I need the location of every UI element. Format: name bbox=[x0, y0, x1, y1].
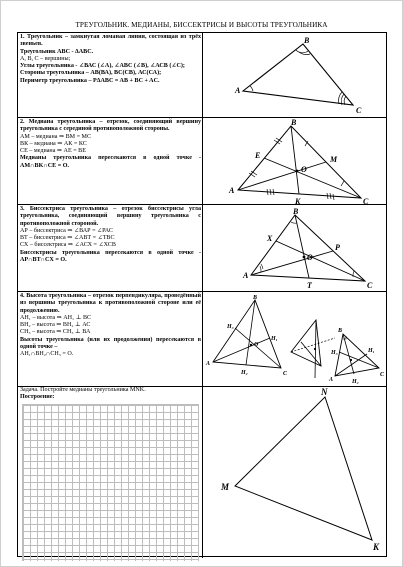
median-definition: 2. Медиана треугольника – отрезок, соединяющий вершину треугольника с серединой противоположной стороны. bbox=[20, 119, 201, 133]
altitude-ah1: АН₁ – высота ⇒ АН₁ ⊥ ВС bbox=[20, 314, 92, 321]
task-statement: Задача. Постройте медианы треугольника MNK. bbox=[20, 387, 146, 393]
median-vertex-b-label: B bbox=[291, 118, 297, 127]
median-am: АМ – медиана ⇒ ВМ = МС bbox=[20, 133, 92, 140]
median-vertex-a-label: A bbox=[229, 186, 235, 195]
altitude-ch3: СН₃ – высота ⇒ СН₃ ⊥ ВА bbox=[20, 329, 91, 336]
section-bisectors bbox=[18, 205, 386, 292]
median-bk: ВК – медиана ⇒ АК = КС bbox=[20, 140, 87, 147]
altitude-left-a-label: A bbox=[206, 361, 211, 367]
median-point-e-label: E bbox=[255, 151, 261, 160]
altitude-right-h3-label: H₃ bbox=[331, 350, 338, 356]
triangle-vertices: А, В, С – вершины; bbox=[20, 55, 71, 62]
bisector-intersection: Биссектрисы треугольника пересекаются в одной точке - AP∩BT∩CX = O. bbox=[20, 249, 201, 264]
section-bisectors-text bbox=[20, 206, 201, 264]
bisector-point-o-label: O bbox=[307, 253, 313, 262]
task-construction-label: Построение: bbox=[20, 394, 55, 401]
altitude-left-c-label: C bbox=[283, 371, 288, 377]
task-vertex-m-label: M bbox=[221, 482, 230, 492]
bisector-point-p-label: P bbox=[335, 243, 340, 252]
bisector-point-t-label: T bbox=[307, 281, 312, 290]
altitude-definition: 4. Высота треугольника – отрезок перпендикуляра, проведённый из вершины треугольника к противоположной стороне или её продолжению. bbox=[20, 293, 201, 314]
bisector-cx: СХ – биссектриса ⇒ ∠АСХ = ∠ХСВ bbox=[20, 242, 116, 249]
page-title: ТРЕУГОЛЬНИК. МЕДИАНЫ, БИССЕКТРИСЫ И ВЫСОТЫ ТРЕУГОЛЬНИКА bbox=[75, 21, 328, 29]
task-figure bbox=[203, 387, 388, 558]
altitude-left-h2-label: H₂ bbox=[241, 370, 248, 376]
median-intersection: Медианы треугольника пересекаются в одной точке - AM∩BK∩CE = O. bbox=[20, 155, 201, 169]
content-table bbox=[17, 32, 387, 557]
median-ce: СЕ – медиана ⇒ АЕ = ВЕ bbox=[20, 148, 86, 155]
median-vertex-c-label: C bbox=[363, 197, 369, 205]
section-altitudes bbox=[18, 292, 386, 387]
median-point-k-label: K bbox=[295, 197, 301, 205]
task-vertex-n-label: N bbox=[321, 387, 328, 397]
section-task bbox=[18, 387, 386, 558]
graph-paper-area[interactable] bbox=[22, 404, 199, 561]
median-point-m-label: M bbox=[330, 155, 338, 164]
section-medians bbox=[18, 118, 386, 205]
bisector-ap: АР – биссектриса ⇒ ∠ВАР = ∠РАС bbox=[20, 227, 113, 234]
altitude-left-b-label: B bbox=[253, 295, 258, 301]
altitudes-figure bbox=[203, 292, 388, 387]
bisector-bt: ВТ – биссектриса ⇒ ∠АВТ = ∠ТВС bbox=[20, 235, 115, 242]
triangle-figure bbox=[203, 33, 388, 118]
section-triangle-text bbox=[20, 34, 201, 85]
bisector-vertex-b-label: B bbox=[293, 207, 299, 216]
bisector-definition: 3. Биссектриса треугольника – отрезок биссектрисы угла треугольника, соединяющий вершину треугольника с противоположной стороной. bbox=[20, 206, 201, 227]
section-triangle bbox=[18, 33, 386, 118]
altitude-bh2: ВН₂ – высота ⇒ ВН₂ ⊥ АС bbox=[20, 322, 91, 329]
bisector-vertex-c-label: C bbox=[367, 281, 373, 290]
section-altitudes-text bbox=[20, 293, 201, 359]
altitude-intersection: Высоты треугольника (или их продолжения) пересекаются в одной точке – bbox=[20, 336, 201, 351]
vertex-c-label: C bbox=[356, 106, 362, 115]
bisectors-figure bbox=[203, 205, 388, 292]
altitude-left-h3-label: H₃ bbox=[227, 324, 234, 330]
section-medians-text bbox=[20, 119, 201, 170]
bisector-point-x-label: X bbox=[267, 234, 273, 243]
bisector-vertex-a-label: A bbox=[243, 271, 249, 280]
median-point-o-label: O bbox=[301, 165, 307, 174]
altitude-right-a-label: A bbox=[329, 377, 334, 383]
section-task-text bbox=[20, 387, 201, 402]
triangle-angles: Углы треугольника - ∠ВАС (∠А), ∠АВС (∠В), ∠АСВ (∠С); bbox=[20, 63, 185, 70]
altitude-left-o-label: O bbox=[254, 342, 259, 348]
altitude-right-b-label: B bbox=[338, 328, 343, 334]
triangle-sides: Стороны треугольника – АВ(ВА), ВС(СВ), АС(СА); bbox=[20, 70, 162, 77]
altitude-right-c-label: C bbox=[380, 372, 385, 378]
altitude-left-h1-label: H₁ bbox=[271, 336, 278, 342]
task-vertex-k-label: K bbox=[373, 542, 380, 552]
triangle-definition: 1. Треугольник – замкнутая ломаная линия, состоящая из трёх звеньев. bbox=[20, 34, 201, 48]
triangle-notation: Треугольник АВС - ∆АВС. bbox=[20, 48, 94, 55]
vertex-b-label: B bbox=[304, 36, 310, 45]
triangle-perimeter: Периметр треугольника – P∆ABC = AB + BC + AC. bbox=[20, 77, 160, 84]
altitude-right-h2-label: H₂ bbox=[352, 379, 359, 385]
altitude-intersection-formula: AH₁∩BH₂∩CH₃ = O. bbox=[20, 351, 74, 358]
altitude-right-h1-label: H₁ bbox=[368, 348, 375, 354]
medians-figure bbox=[203, 118, 388, 205]
vertex-a-label: A bbox=[235, 86, 241, 95]
